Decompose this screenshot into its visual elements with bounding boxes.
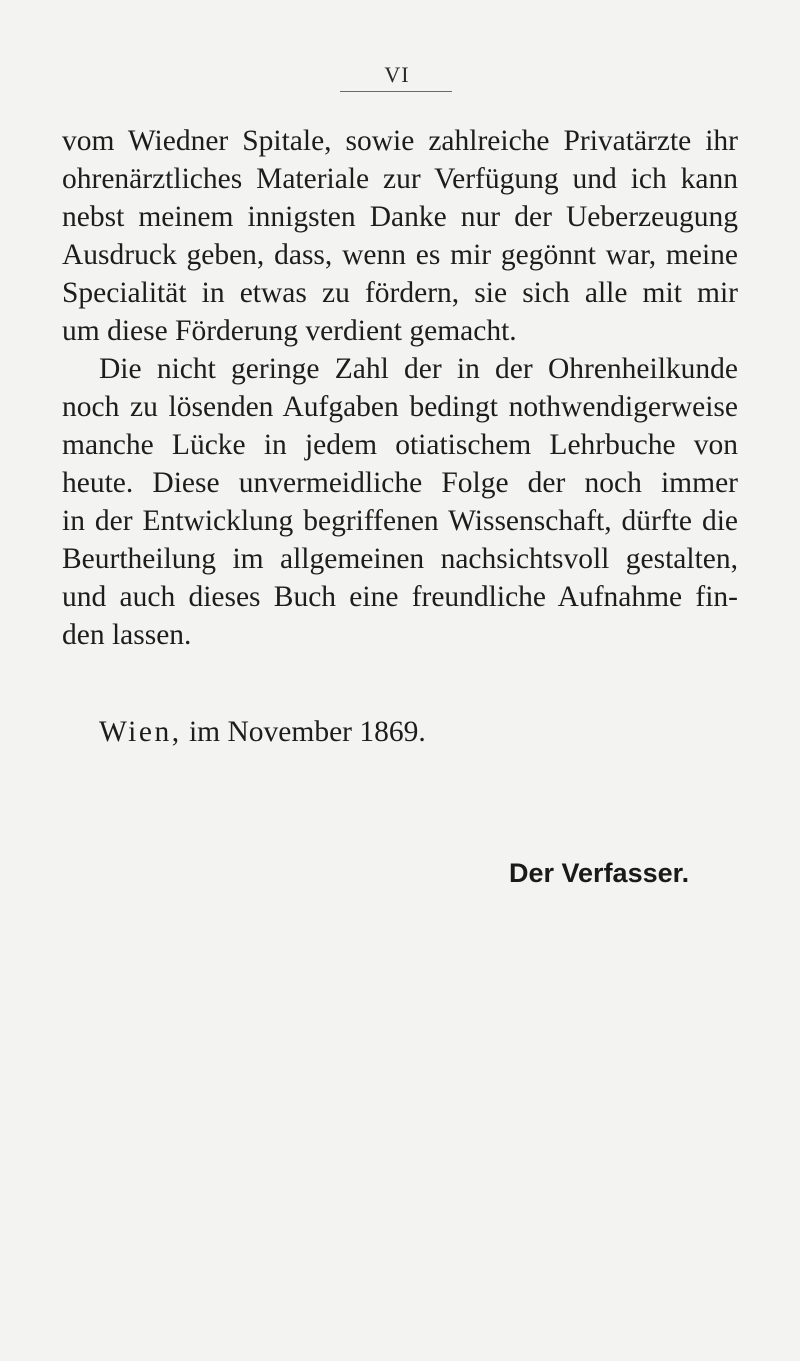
- text-line: in der Entwicklung begriffenen Wissenschaft, dürfte die: [62, 505, 738, 537]
- text-line: Specialität in etwas zu fördern, sie sich alle mit mir: [62, 277, 738, 309]
- text-line: noch zu lösenden Aufgaben bedingt nothwendigerweise: [62, 391, 738, 423]
- text-line: um diese Förderung verdient gemacht.: [62, 315, 517, 347]
- text-line: Die nicht geringe Zahl der in der Ohrenheilkunde: [99, 353, 738, 385]
- page-number: VI: [384, 62, 410, 87]
- text-line: Beurtheilung im allgemeinen nachsichtsvoll gestalten,: [62, 543, 738, 575]
- text-line: manche Lücke in jedem otiatischem Lehrbuche von: [62, 429, 738, 461]
- text-line: den lassen.: [62, 619, 192, 651]
- text-line: vom Wiedner Spitale, sowie zahlreiche Privatärzte ihr: [62, 125, 738, 157]
- signoff-place: Wien,: [99, 716, 182, 748]
- signoff-place-date: [99, 713, 426, 751]
- header-rule: [340, 91, 452, 92]
- text-line: Ausdruck geben, dass, wenn es mir gegönnt war, meine: [62, 239, 738, 271]
- body-text: [62, 122, 738, 654]
- text-line: nebst meinem innigsten Danke nur der Ueberzeugung: [62, 201, 738, 233]
- text-line: heute. Diese unvermeidliche Folge der noch immer: [62, 467, 738, 499]
- text-line: ohrenärztliches Materiale zur Verfügung und ich kann: [62, 163, 738, 195]
- signoff-date: im November 1869.: [188, 716, 426, 748]
- author-signature: Der Verfasser.: [509, 858, 690, 888]
- text-line: und auch dieses Buch eine freundliche Aufnahme fin-: [62, 581, 738, 613]
